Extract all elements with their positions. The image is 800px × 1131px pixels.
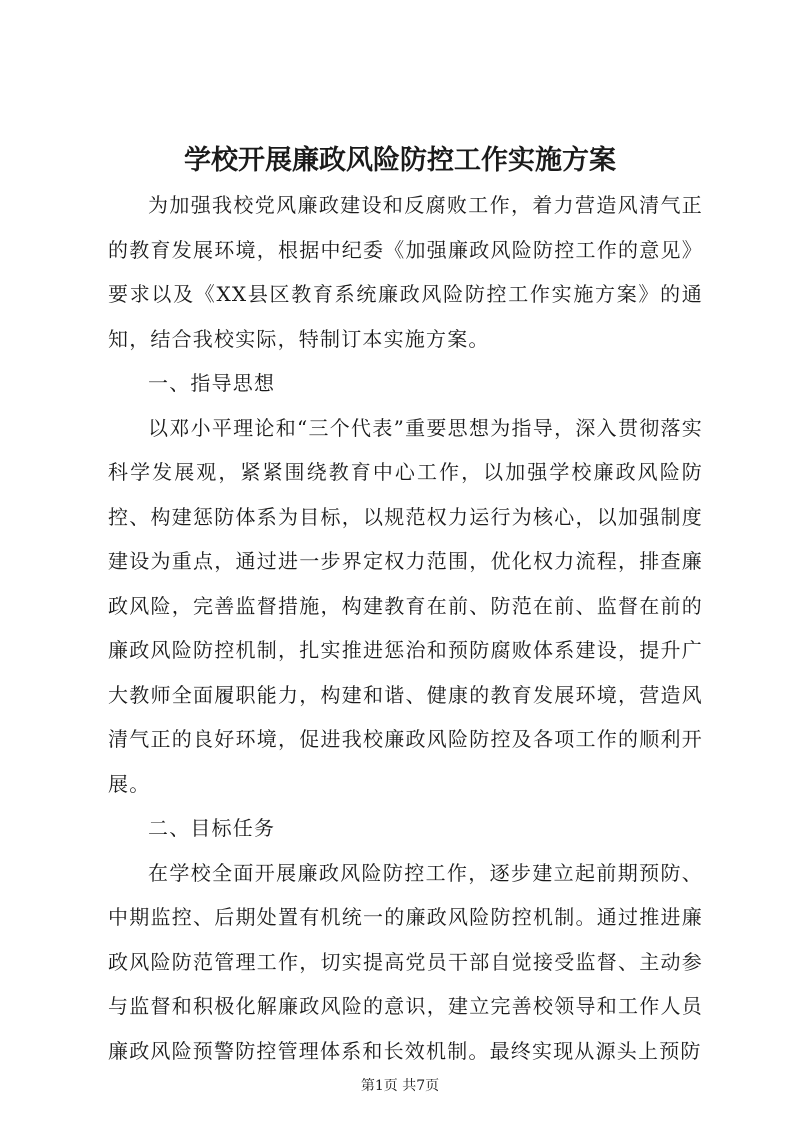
section-heading-goals-tasks: 二、目标任务 bbox=[148, 816, 276, 840]
section-heading-guiding-thought: 一、指导思想 bbox=[148, 371, 276, 395]
document-body bbox=[108, 183, 703, 1073]
guiding-thought-paragraph: 以邓小平理论和“三个代表”重要思想为指导，深入贯彻落实科学发展观，紧紧围绕教育中心工作，以加强学校廉政风险防控、构建惩防体系为目标，以规范权力运行为核心，以加强制度建设为重点，通过进一步界定权力范围，优化权力流程，排查廉政风险，完善监督措施，构建教育在前、防范在前、监督在前的廉政风险防控机制，扎实推进惩治和预防腐败体系建设，提升广大教师全面履职能力，构建和谐、健康的教育发展环境，营造风清气正的良好环境，促进我校廉政风险防控及各项工作的顺利开展。 bbox=[108, 415, 703, 796]
goals-tasks-paragraph: 在学校全面开展廉政风险防控工作，逐步建立起前期预防、中期监控、后期处置有机统一的廉政风险防控机制。通过推进廉政风险防范管理工作，切实提高党员干部自觉接受监督、主动参与监督和积极化解廉政风险的意识，建立完善校领导和工作人员廉政风险预警防控管理体系和长效机制。最终实现从源头上预防 bbox=[108, 860, 703, 1063]
page-footer: 第1页 共7页 bbox=[360, 1078, 440, 1094]
document-title: 学校开展廉政风险防控工作实施方案 bbox=[184, 145, 616, 176]
intro-paragraph: 为加强我校党风廉政建设和反腐败工作，着力营造风清气正的教育发展环境，根据中纪委《加强廉政风险防控工作的意见》要求以及《XX县区教育系统廉政风险防控工作实施方案》的通知，结合我校实际，特制订本实施方案。 bbox=[108, 193, 703, 351]
